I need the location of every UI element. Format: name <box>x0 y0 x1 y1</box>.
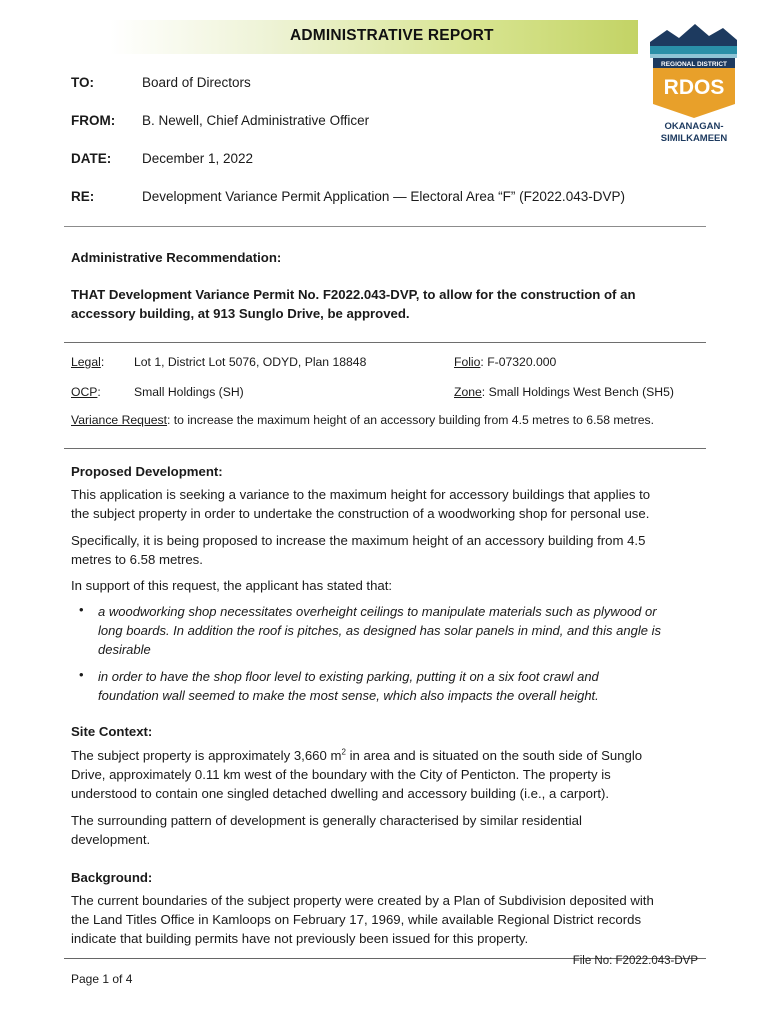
recommendation-heading: Administrative Recommendation: <box>71 250 282 265</box>
recommendation-line-2: accessory building, at 913 Sunglo Drive, be approved. <box>71 306 410 321</box>
proposed-p2-line-2: metres to 6.58 metres. <box>71 552 203 567</box>
ocp-label: OCP <box>71 385 98 399</box>
folio-label: Folio <box>454 355 481 369</box>
folio-row: Folio: F-07320.000 <box>454 355 557 369</box>
re-label: RE: <box>71 189 95 204</box>
report-title: ADMINISTRATIVE REPORT <box>290 27 494 44</box>
date-label: DATE: <box>71 151 112 166</box>
from-label: FROM: <box>71 113 116 128</box>
site-p2-line-1: The surrounding pattern of development is generally characterised by similar residential <box>71 813 582 828</box>
proposed-p3: In support of this request, the applicant has stated that: <box>71 578 393 593</box>
zone-value: Small Holdings West Bench (SH5) <box>488 385 674 399</box>
to-label: TO: <box>71 75 94 90</box>
site-p1-line-1 <box>71 746 701 765</box>
proposed-p1-line-1: This application is seeking a variance to the maximum height for accessory buildings that applies to <box>71 487 651 502</box>
bullet-2-marker: • <box>79 667 84 682</box>
folio-value: F-07320.000 <box>487 355 557 369</box>
date-value: December 1, 2022 <box>142 151 254 166</box>
logo-name-line2: SIMILKAMEEN <box>660 133 728 144</box>
legal-value: Lot 1, District Lot 5076, ODYD, Plan 18848 <box>134 355 367 369</box>
site-heading: Site Context: <box>71 724 153 739</box>
zone-row: Zone: Small Holdings West Bench (SH5) <box>454 385 674 399</box>
logo-abbr: RDOS <box>663 76 725 99</box>
rdos-logo-graphic <box>645 20 745 150</box>
ocp-value: Small Holdings (SH) <box>134 385 244 399</box>
background-line-1: The current boundaries of the subject property were created by a Plan of Subdivision deposited with <box>71 893 654 908</box>
proposed-p2-line-1: Specifically, it is being proposed to increase the maximum height of an accessory building from 4.5 <box>71 533 646 548</box>
site-p2-line-2: development. <box>71 832 151 847</box>
logo-name-line1: OKANAGAN- <box>664 121 724 132</box>
from-value: B. Newell, Chief Administrative Officer <box>142 113 370 128</box>
background-line-3: indicate that building permits have not previously been issued for this property. <box>71 931 529 946</box>
bullet-2-line-1: in order to have the shop floor level to existing parking, putting it on a six foot crawl and <box>98 669 599 684</box>
site-p1-line-1b: in area and is situated on the south side of Sunglo <box>345 748 643 763</box>
file-number: File No: F2022.043-DVP <box>572 955 698 967</box>
variance-row: Variance Request: to increase the maximum height of an accessory building from 4.5 metres to 6.58 metres. <box>71 413 655 427</box>
legal-label: Legal <box>71 355 101 369</box>
site-p1-line-2: Drive, approximately 0.11 km west of the boundary with the City of Penticton. The property is <box>71 767 611 782</box>
bullet-2-line-2: foundation wall seemed to make the most sense, which also impacts the overall height. <box>98 688 599 703</box>
header-divider <box>64 226 706 227</box>
variance-label: Variance Request <box>71 413 167 427</box>
proposed-p1-line-2: the subject property in order to undertake the construction of a woodworking shop for personal use. <box>71 506 650 521</box>
logo-region-label: REGIONAL DISTRICT <box>661 61 727 68</box>
recommendation-divider <box>64 342 706 343</box>
to-value: Board of Directors <box>142 75 251 90</box>
re-value: Development Variance Permit Application — Electoral Area “F” (F2022.043-DVP) <box>142 189 625 204</box>
background-line-2: the Land Titles Office in Kamloops on February 17, 1969, while available Regional District records <box>71 912 642 927</box>
summary-divider <box>64 448 706 449</box>
proposed-heading: Proposed Development: <box>71 464 223 479</box>
area-superscript: 2 <box>341 747 346 757</box>
site-p1-line-1a: The subject property is approximately 3,660 m <box>71 748 342 763</box>
zone-label: Zone <box>454 385 482 399</box>
rdos-logo <box>645 20 745 150</box>
background-heading: Background: <box>71 870 153 885</box>
bullet-1-line-2: long boards. In addition the roof is pitches, as designed has solar panels in mind, and this angle is <box>98 623 661 638</box>
site-p1-line-3: understood to contain one singled detached dwelling and accessory building (i.e., a carport). <box>71 786 610 801</box>
recommendation-line-1: THAT Development Variance Permit No. F2022.043-DVP, to allow for the construction of an <box>71 287 636 302</box>
legal-row-label: Legal: <box>71 355 105 369</box>
bullet-1-line-1: a woodworking shop necessitates overheight ceilings to manipulate materials such as plywood or <box>98 604 657 619</box>
bullet-1-marker: • <box>79 602 84 617</box>
ocp-row-label: OCP: <box>71 385 101 399</box>
bullet-1-line-3: desirable <box>98 642 151 657</box>
page-number: Page 1 of 4 <box>71 972 133 986</box>
variance-value: to increase the maximum height of an accessory building from 4.5 metres to 6.58 metres. <box>173 413 655 427</box>
